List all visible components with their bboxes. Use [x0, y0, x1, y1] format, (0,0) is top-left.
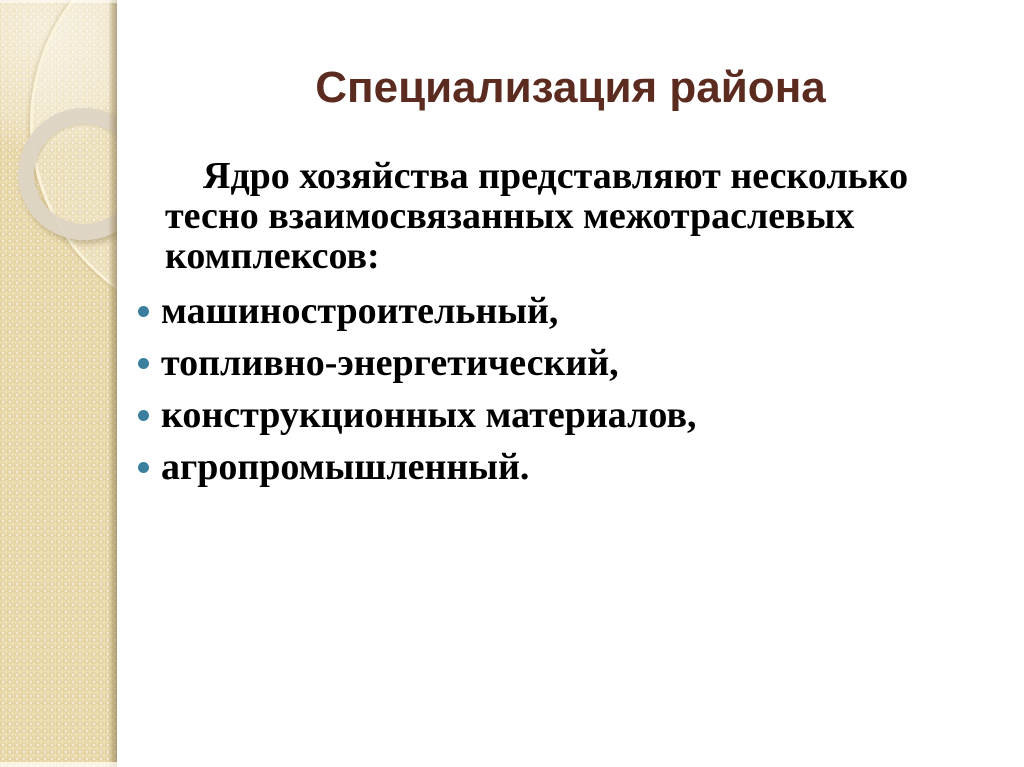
decorative-sidebar	[0, 0, 117, 767]
sidebar-bottom-highlight	[0, 762, 117, 767]
bullet-text: топливно-энергетический,	[161, 342, 619, 384]
bullet-list	[138, 291, 697, 499]
bullet-text: машиностроительный,	[161, 290, 559, 332]
bullet-item	[138, 447, 697, 487]
slide-title: Специализация района	[315, 63, 826, 112]
bullet-text: агропромышленный.	[161, 446, 530, 488]
bullet-dot-icon	[138, 306, 149, 317]
bullet-dot-icon	[138, 410, 149, 421]
bullet-item	[138, 291, 697, 331]
bullet-dot-icon	[138, 462, 149, 473]
bullet-item	[138, 343, 697, 383]
sidebar-top-highlight	[0, 0, 117, 3]
bullet-item	[138, 395, 697, 435]
intro-paragraph: Ядро хозяйства представляют несколько тесно взаимосвязанных межотраслевых комплексов:	[165, 155, 909, 277]
bullet-text: конструкционных материалов,	[161, 394, 697, 436]
bullet-dot-icon	[138, 358, 149, 369]
sidebar-edge-shadow	[108, 0, 117, 767]
slide-content	[117, 0, 1024, 767]
